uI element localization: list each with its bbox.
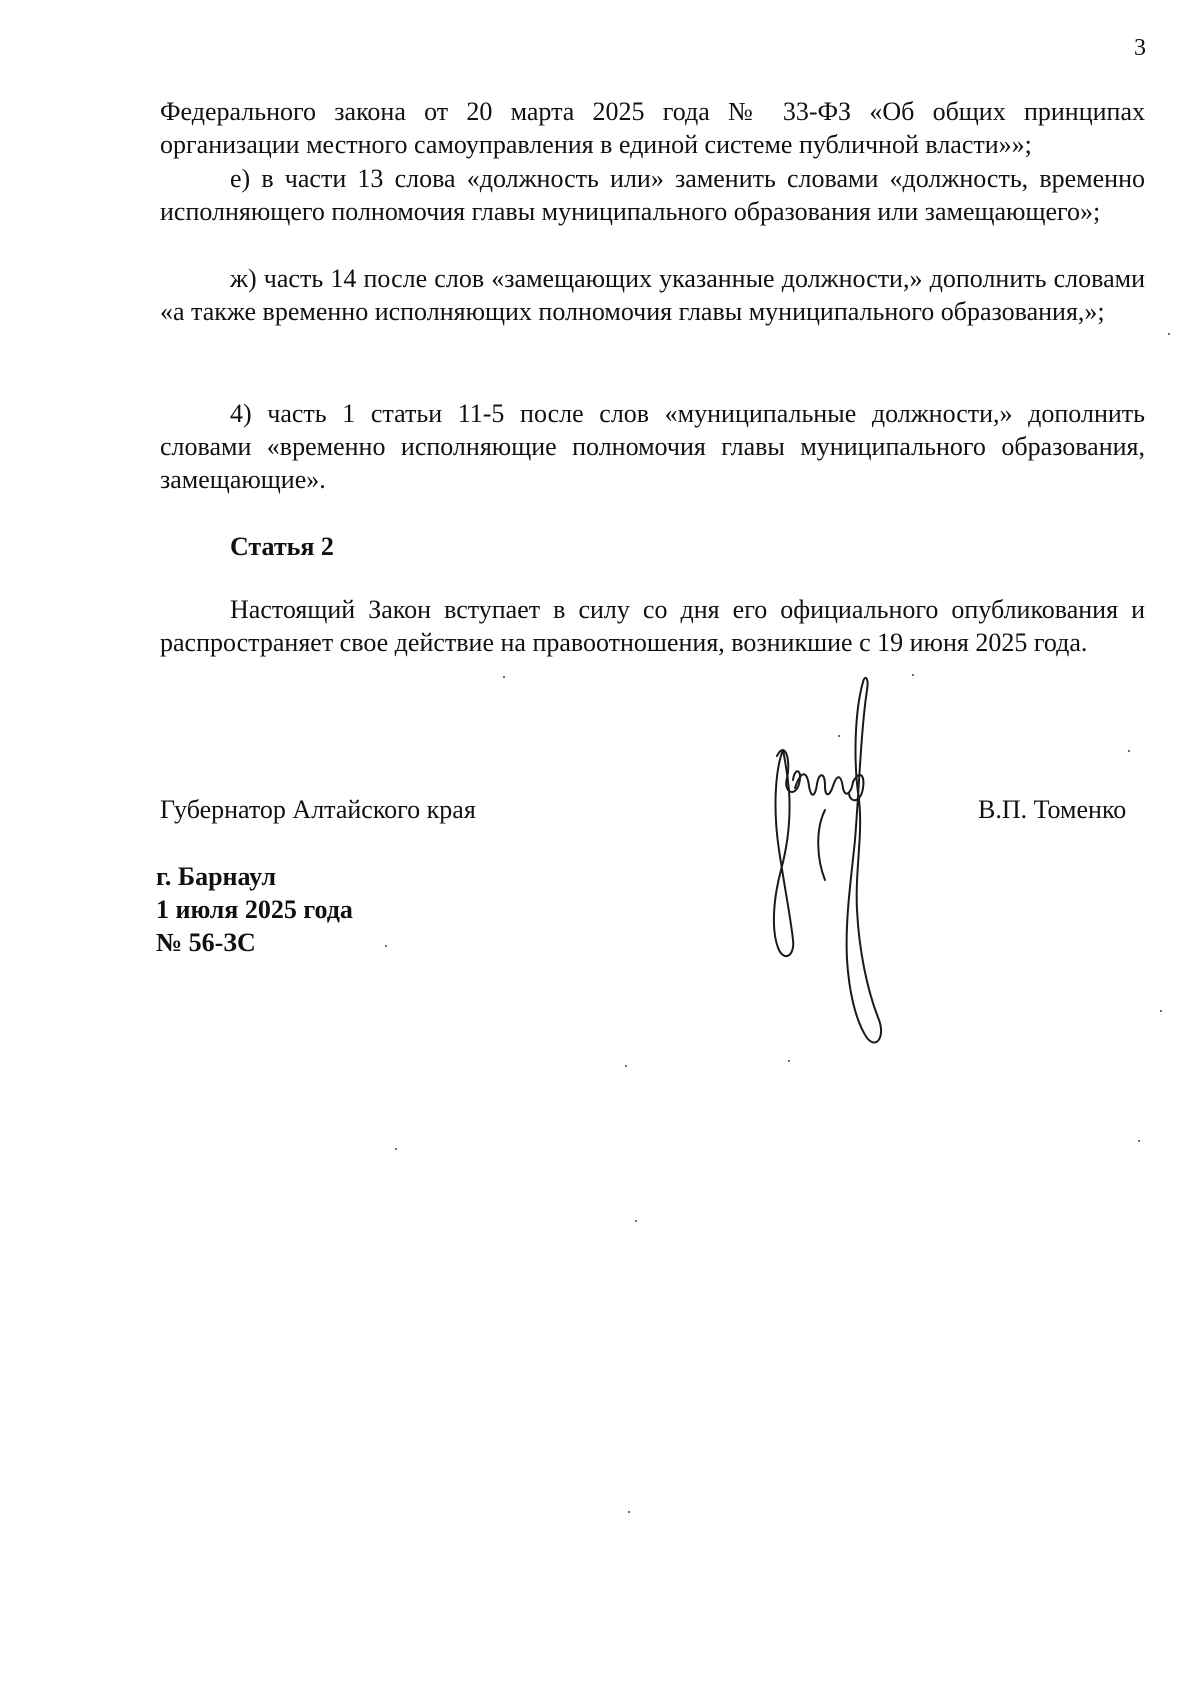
scan-speck [635,1220,637,1222]
paragraph-item-4: 4) часть 1 статьи 11-5 после слов «муниципальные должности,» дополнить словами «временно исполняющие полномочия главы муниципального образования, замещающие». [160,399,1145,494]
scan-speck [788,1060,790,1062]
scan-speck [395,1148,397,1150]
governor-name: В.П. Томенко [978,795,1127,824]
scan-speck [1168,333,1170,335]
scan-speck [625,1065,627,1067]
paragraph-item-zh: ж) часть 14 после слов «замещающих указанные должности,» дополнить словами «а также временно исполняющих полномочия главы муниципального образования,»; [160,264,1145,326]
scan-speck [838,735,840,737]
scan-speck [1160,1010,1162,1012]
article-heading: Статья 2 [230,532,334,561]
scan-speck [912,674,914,676]
governor-title: Губернатор Алтайского края [160,795,476,824]
paragraph-continuation: Федерального закона от 20 марта 2025 года № 33-ФЗ «Об общих принципах организации местного самоуправления в единой системе публичной власти»»; [160,97,1145,159]
footer-date: 1 июля 2025 года [156,895,353,924]
scan-speck [503,676,505,678]
page-number: 3 [1134,35,1146,61]
document-footer [156,860,353,959]
footer-city: г. Барнаул [156,862,277,891]
scan-speck [1138,1140,1140,1142]
footer-number: № 56-ЗС [156,928,256,957]
article-2-text: Настоящий Закон вступает в силу со дня его официального опубликования и распространяет свое действие на правоотношения, возникшие с 19 июня 2025 года. [160,595,1145,657]
scan-speck [1128,750,1130,752]
scan-speck [385,945,387,947]
paragraph-item-e: е) в части 13 слова «должность или» заменить словами «должность, временно исполняющего полномочия главы муниципального образования или замещающего»; [160,164,1145,226]
handwritten-signature [755,670,935,1060]
scan-speck [628,1511,630,1513]
